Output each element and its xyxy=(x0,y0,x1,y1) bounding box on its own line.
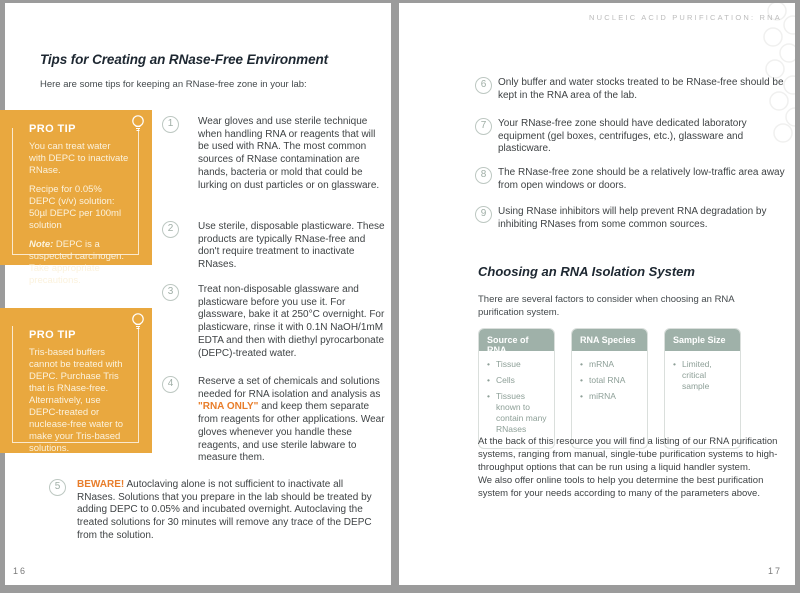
card-header: Source of RNA xyxy=(479,329,554,351)
step-text: The RNase-free zone should be a relatively low-traffic area away from open windows or doors. xyxy=(498,167,785,191)
pro-tip-label: PRO TIP xyxy=(29,329,76,341)
card-body xyxy=(572,351,647,437)
step-text-after: Autoclaving alone is not sufficient to inactivate all RNases. Solutions that you prepare in the lab should be treated by adding DEPC to 0.05% and incubated overnight. Autoclaving the treated solutions for 30 minutes will remove any trace of the DEPC from the solution. xyxy=(77,479,372,541)
card-header: Sample Size xyxy=(665,329,740,351)
card-item: • Cells xyxy=(487,375,548,386)
step-number: 1 xyxy=(162,116,179,133)
pro-tip-box-2 xyxy=(0,308,152,453)
card-item: • total RNA xyxy=(580,375,641,386)
step-text: Using RNase inhibitors will help prevent RNA degradation by inhibiting RNases from some common sources. xyxy=(498,206,767,230)
step-number: 7 xyxy=(475,118,492,135)
section-intro: There are several factors to consider when choosing an RNA purification system. xyxy=(478,294,735,318)
step-number: 9 xyxy=(475,206,492,223)
beware-highlight: BEWARE! xyxy=(77,479,125,490)
step-text: Use sterile, disposable plasticware. These products are typically RNase-free and don't require treatment to inactivate RNases. xyxy=(198,221,385,271)
pro-tip-box-1 xyxy=(0,110,152,286)
page-left xyxy=(5,3,391,585)
card-item: • mRNA xyxy=(580,359,641,370)
step-text: Treat non-disposable glassware and plasticware before you use it. For glassware, bake it at 250°C overnight. For plasticware, rinse it with 0.1N NaOH/1mM EDTA and then with diethyl pyrocarbonate (DEPC)-treated water. xyxy=(198,284,385,359)
pro-tip-note xyxy=(29,239,130,287)
page-title: Tips for Creating an RNase-Free Environment xyxy=(40,52,329,67)
card-rna-species xyxy=(571,328,648,449)
rna-only-highlight: "RNA ONLY" xyxy=(198,401,259,413)
card-item: • Tissues known to contain many RNases xyxy=(487,391,548,435)
step-number: 8 xyxy=(475,167,492,184)
pro-tip-label: PRO TIP xyxy=(29,123,76,135)
step-number: 2 xyxy=(162,221,179,238)
card-item: • miRNA xyxy=(580,391,641,402)
card-body xyxy=(479,351,554,448)
running-header: NUCLEIC ACID PURIFICATION: RNA xyxy=(589,13,782,22)
card-source-of-rna xyxy=(478,328,555,449)
step-text: Your RNase-free zone should have dedicated laboratory equipment (gel boxes, centrifuges, etc.), glassware and plasticware. xyxy=(498,118,747,155)
card-item: • Limited, critical sample xyxy=(673,359,734,392)
pro-tip-content xyxy=(0,308,152,455)
note-label: Note: xyxy=(29,239,54,250)
page-right xyxy=(399,3,795,585)
step-number: 6 xyxy=(475,77,492,94)
step-number: 4 xyxy=(162,376,179,393)
step-number: 3 xyxy=(162,284,179,301)
closing-paragraph-line: At the back of this resource you will find a listing of our RNA purification systems, ranging from manual, single-tube purification systems to high-throughput options that can be run using a liquid handler system. xyxy=(478,436,778,473)
pro-tip-paragraph: You can treat water with DEPC to inactivate RNase. xyxy=(29,141,129,176)
step-number: 5 xyxy=(49,479,66,496)
intro-text: Here are some tips for keeping an RNase-free zone in your lab: xyxy=(40,79,307,90)
closing-paragraph-line: We also offer online tools to help you determine the best purification system for your needs according to many of the parameters above. xyxy=(478,475,764,499)
card-item: • Tissue xyxy=(487,359,548,370)
step-text-after: and keep them separate from reagents for other applications. Wear gloves whenever you handle these reagents, and use sterile labware to measure them. xyxy=(198,401,385,464)
page-number-right: 17 xyxy=(767,566,782,576)
page-number-left: 16 xyxy=(13,566,28,576)
section-title: Choosing an RNA Isolation System xyxy=(478,264,695,279)
factor-cards xyxy=(478,328,741,449)
pro-tip-paragraph: Tris-based buffers cannot be treated with DEPC. Purchase Tris that is RNase-free. Alternatively, use DEPC-treated or nuclease-free water to make your Tris-based solutions. xyxy=(29,347,123,454)
pro-tip-content xyxy=(0,110,152,287)
card-body xyxy=(665,351,740,437)
step-text: Wear gloves and use sterile technique when handling RNA or reagents that will be used with RNA. The most common sources of RNase contamination are hands, bacteria or mold that could be lurking on dust particles or on glassware. xyxy=(198,116,380,191)
note-text: DEPC is a suspected carcinogen. Take appropriate precautions. xyxy=(29,239,125,286)
closing-paragraph xyxy=(478,435,788,500)
step-text xyxy=(77,479,377,543)
pro-tip-paragraph: Recipe for 0.05% DEPC (v/v) solution: 50µl DEPC per 100ml solution xyxy=(29,184,122,231)
card-header: RNA Species xyxy=(572,329,647,351)
step-text: Only buffer and water stocks treated to be RNase-free should be kept in the RNA area of the lab. xyxy=(498,77,784,101)
card-sample-size xyxy=(664,328,741,449)
step-text-before: Reserve a set of chemicals and solutions needed for RNA isolation and analysis as xyxy=(198,376,381,400)
step-text xyxy=(198,376,388,465)
